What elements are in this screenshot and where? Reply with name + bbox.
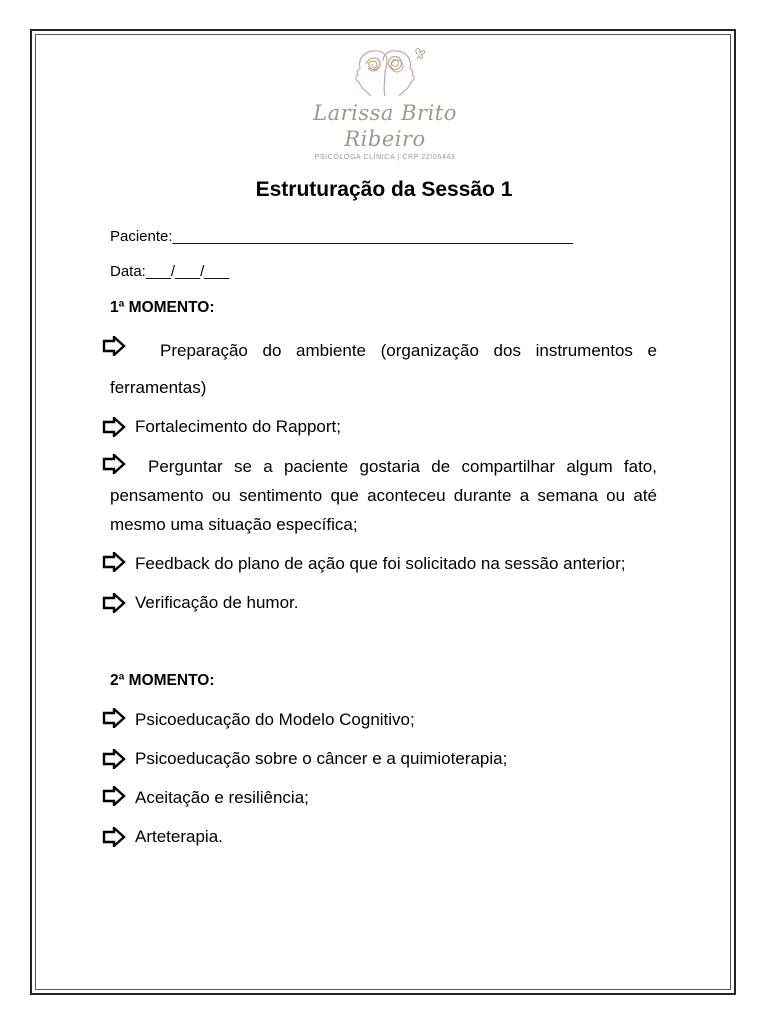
list-item	[110, 744, 657, 773]
right-arrow-icon	[102, 749, 126, 769]
list-item	[110, 783, 657, 812]
list-item	[110, 588, 657, 617]
section-heading-1: 1ª MOMENTO:	[110, 299, 215, 316]
right-arrow-icon	[102, 708, 126, 728]
list-item	[110, 452, 657, 539]
date-field: Data:___/___/___	[110, 263, 230, 280]
two-heads-butterfly-icon	[325, 44, 445, 100]
list-item-text: Perguntar se a paciente gostaria de compartilhar algum fato, pensamento ou sentimento que aconteceu durante a semana ou até mesmo uma situação específica;	[110, 457, 657, 534]
list-item	[110, 332, 657, 406]
list-item	[110, 412, 657, 441]
list-item-text: Fortalecimento do Rapport;	[135, 417, 341, 436]
list-item-text: Verificação de humor.	[135, 593, 299, 612]
list-item	[110, 822, 657, 851]
logo-subtitle: PSICÓLOGA CLÍNICA | CRP 22/06443	[314, 154, 456, 161]
right-arrow-icon	[102, 593, 126, 613]
logo	[290, 44, 480, 161]
right-arrow-icon	[102, 454, 126, 474]
logo-name: Larissa Brito Ribeiro	[313, 101, 457, 151]
right-arrow-icon	[102, 336, 126, 356]
list-item-text: Feedback do plano de ação que foi solicitado na sessão anterior;	[135, 554, 626, 573]
list-item	[110, 705, 657, 734]
right-arrow-icon	[102, 786, 126, 806]
list-item-text: Psicoeducação sobre o câncer e a quimioterapia;	[135, 749, 508, 768]
section-heading-2: 2ª MOMENTO:	[110, 672, 215, 689]
right-arrow-icon	[102, 417, 126, 437]
right-arrow-icon	[102, 827, 126, 847]
list-item-text: Preparação do ambiente (organização dos instrumentos e ferramentas)	[110, 341, 657, 397]
patient-field: Paciente:________________________________________________	[110, 228, 573, 245]
list-item-text: Psicoeducação do Modelo Cognitivo;	[135, 710, 415, 729]
list-item-text: Arteterapia.	[135, 827, 223, 846]
right-arrow-icon	[102, 552, 126, 572]
list-item-text: Aceitação e resiliência;	[135, 788, 309, 807]
document-title: Estruturação da Sessão 1	[255, 178, 513, 201]
list-item	[110, 549, 665, 578]
